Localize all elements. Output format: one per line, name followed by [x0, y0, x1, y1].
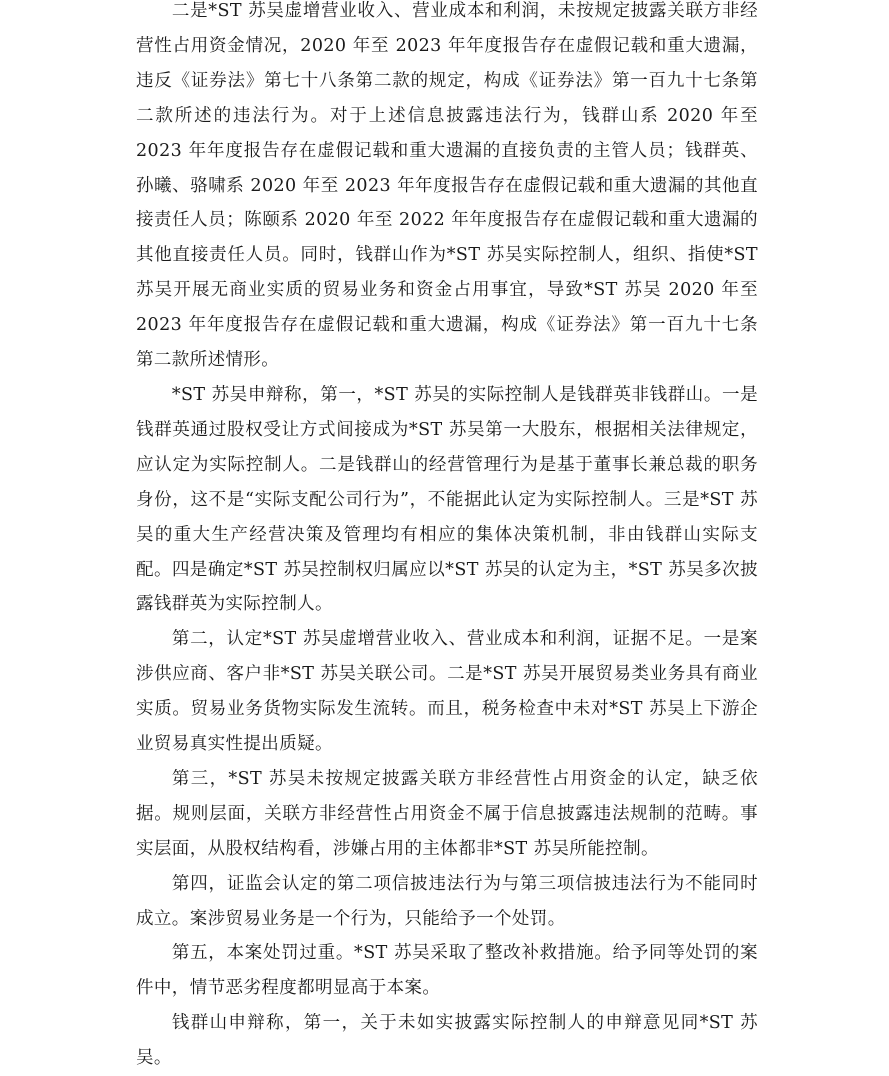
paragraph-defense-related-party-funds: 第三，*ST 苏吴未按规定披露关联方非经营性占用资金的认定，缺乏依据。规则层面，关联方非经营性占用资金不属于信息披露违法规制的范畴。事实层面，从股权结构看，涉嫌占用的主体都非*ST 苏吴所能控制。 [136, 768, 758, 859]
paragraph-defense-single-act: 第四，证监会认定的第二项信披违法行为与第三项信披违法行为不能同时成立。案涉贸易业务是一个行为，只能给予一个处罚。 [136, 873, 758, 929]
paragraph-defense-penalty-too-heavy: 第五，本案处罚过重。*ST 苏吴采取了整改补救措施。给予同等处罚的案件中，情节恶劣程度都明显高于本案。 [136, 943, 758, 999]
paragraph-defense-actual-controller: *ST 苏吴申辩称，第一，*ST 苏吴的实际控制人是钱群英非钱群山。一是钱群英通过股权受让方式间接成为*ST 苏吴第一大股东，根据相关法律规定，应认定为实际控制人。二是钱群山的经营管理行为是基于董事长兼总裁的职务身份，这不是“实际支配公司行为”，不能据此认定为实际控制人。三是*ST 苏吴的重大生产经营决策及管理均有相应的集体决策机制，非由钱群山实际支配。四是确定*ST 苏吴控制权归属应以*ST 苏吴的认定为主，*ST 苏吴多次披露钱群英为实际控制人。 [136, 384, 758, 615]
paragraph-defense-insufficient-evidence: 第二，认定*ST 苏吴虚增营业收入、营业成本和利润，证据不足。一是案涉供应商、客户非*ST 苏吴关联公司。二是*ST 苏吴开展贸易类业务具有商业实质。贸易业务货物实际发生流转。而且，税务检查中未对*ST 苏吴上下游企业贸易真实性提出质疑。 [136, 629, 758, 755]
document-page [136, 0, 758, 1076]
paragraph-qian-qunshan-defense: 钱群山申辩称，第一，关于未如实披露实际控制人的申辩意见同*ST 苏吴。 [136, 1013, 758, 1069]
paragraph-violation-finding: 二是*ST 苏吴虚增营业收入、营业成本和利润，未按规定披露关联方非经营性占用资金情况，2020 年至 2023 年年度报告存在虚假记载和重大遗漏，违反《证券法》第七十八条第二款的规定，构成《证券法》第一百九十七条第二款所述的违法行为。对于上述信息披露违法行为，钱群山系 2020 年至 2023 年年度报告存在虚假记载和重大遗漏的直接负责的主管人员；钱群英、孙曦、骆啸系 2020 年至 2023 年年度报告存在虚假记载和重大遗漏的其他直接责任人员；陈颐系 2020 年至 2022 年年度报告存在虚假记载和重大遗漏的其他直接责任人员。同时，钱群山作为*ST 苏吴实际控制人，组织、指使*ST 苏吴开展无商业实质的贸易业务和资金占用事宜，导致*ST 苏吴 2020 年至 2023 年年度报告存在虚假记载和重大遗漏，构成《证券法》第一百九十七条第二款所述情形。 [136, 1, 758, 371]
